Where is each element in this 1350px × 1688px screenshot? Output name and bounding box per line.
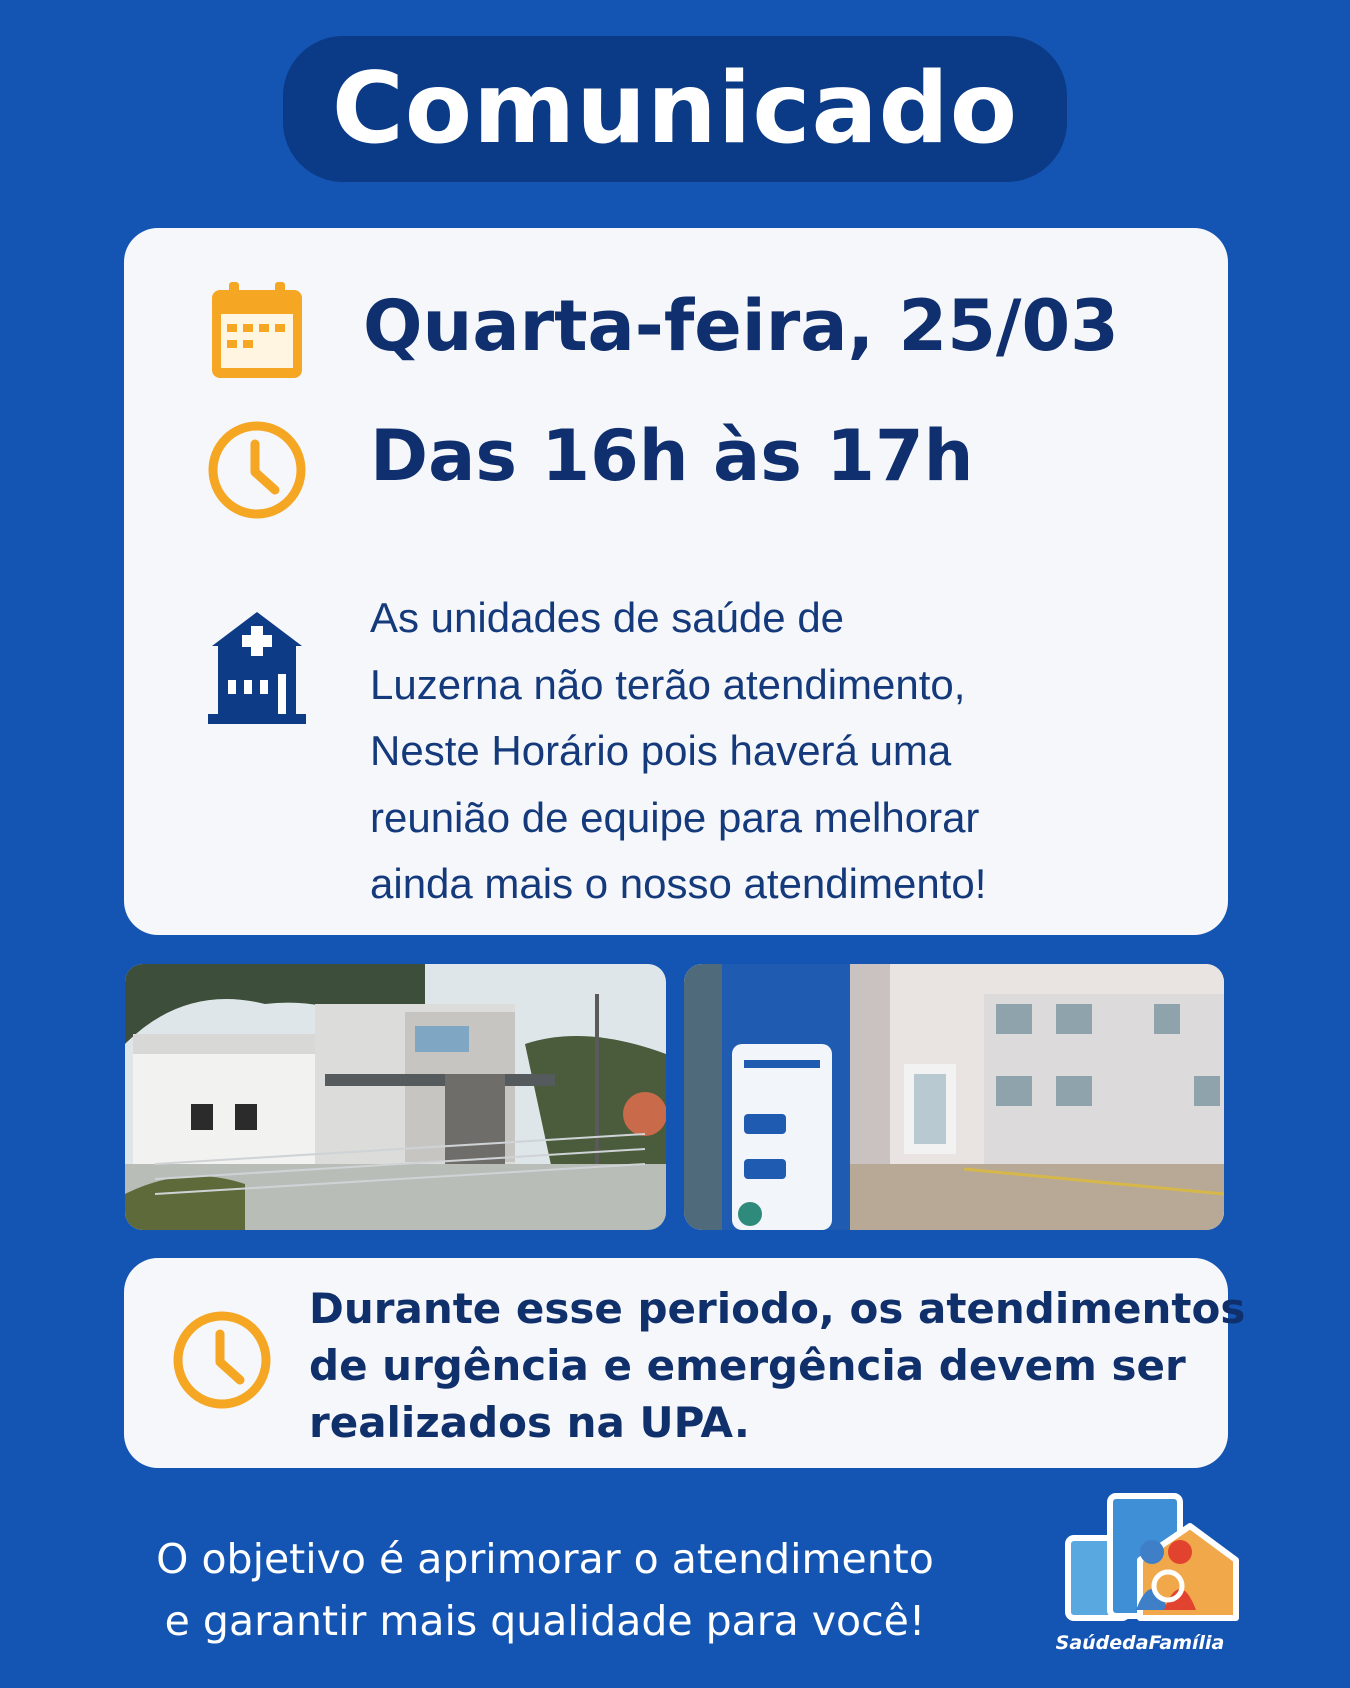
logo-text: SaúdedaFamília [1055,1632,1225,1654]
message-line: reunião de equipe para melhorar [370,793,980,841]
notice-line: realizados na UPA. [309,1398,750,1447]
footer-message [100,1528,990,1652]
clock-icon [170,1308,274,1412]
hospital-icon [204,608,310,728]
footer-line: O objetivo é aprimorar o atendimento [156,1535,934,1583]
event-date: Quarta-feira, 25/03 [363,285,1119,367]
message-line: As unidades de saúde de [370,594,845,641]
footer-line: e garantir mais qualidade para você! [164,1597,926,1645]
calendar-icon [207,280,307,382]
notice-line: Durante esse periodo, os atendimentos [309,1284,1246,1333]
clock-icon [205,418,309,522]
title-banner [283,36,1067,182]
page-title: Comunicado [331,52,1019,166]
event-time: Das 16h às 17h [370,415,974,497]
health-unit-photo [125,964,666,1230]
notice-line: de urgência e emergência devem ser [309,1341,1186,1390]
message-line: ainda mais o nosso atendimento! [370,860,987,907]
health-unit-photo [684,964,1224,1230]
message-line: Neste Horário pois haverá uma [370,727,952,774]
message-line: Luzerna não terão atendimento, [370,660,966,708]
announcement-message [370,585,1150,918]
notice-message [309,1280,1246,1451]
